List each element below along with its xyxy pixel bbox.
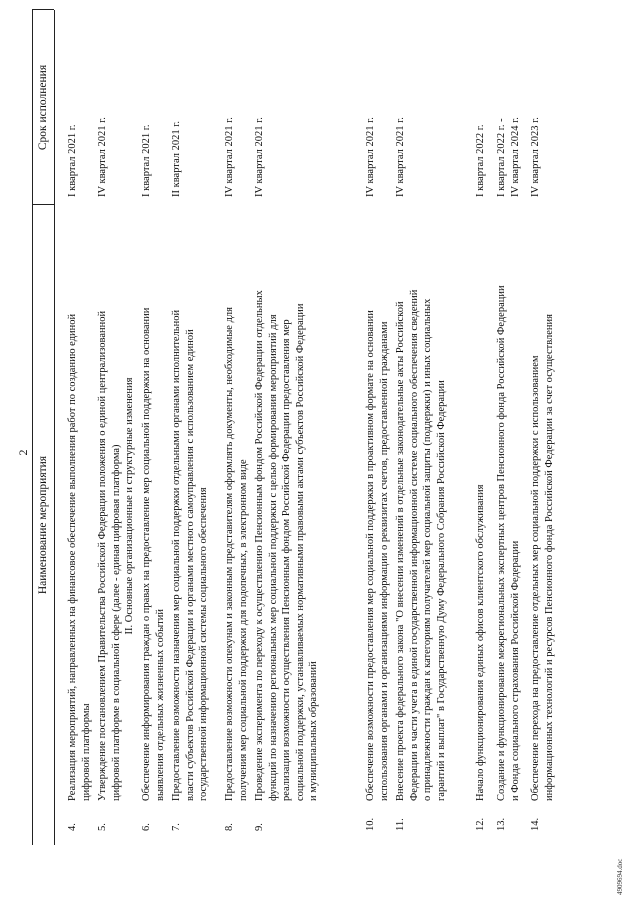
- measure-name-line: Внесение проекта федерального закона "О внесении изменений в отдельные законодательные акты Российской: [395, 301, 406, 801]
- measure-name-line: получения мер социальной поддержки для подопечных, в электронном виде: [237, 459, 249, 801]
- measure-name: [223, 211, 250, 801]
- deadline-line: IV квартал 2021 г.: [97, 117, 108, 197]
- measure-name-line: Федерации в части учета в единой государственной информационной системе социального обеспечения сведений: [408, 289, 420, 801]
- measure-name-line: цифровой платформы: [80, 703, 92, 801]
- measure-name-line: и Фонда социального страхования Российской Федерации: [509, 540, 521, 801]
- measure-name-line: Предоставление возможности опекунам и законным представителям оформлять документы, необходимые для: [224, 307, 235, 801]
- deadline: [253, 17, 267, 197]
- measure-name-line: реализации возможности осуществления Пенсионным фондом Российской Федерации предоставления мер: [281, 319, 292, 801]
- measure-name: [394, 211, 448, 801]
- deadline-line: IV квартал 2024 г.: [509, 117, 521, 197]
- deadline-line: I квартал 2021 г.: [67, 124, 78, 197]
- row-number: 4.: [67, 823, 78, 831]
- section-title: II. Основные организационные и структурные изменения: [124, 377, 135, 635]
- deadline: [140, 17, 154, 197]
- deadline-line: IV квартал 2023 г.: [530, 117, 541, 197]
- measure-name-line: информационных технологий и ресурсов Пенсионного фонда Российской Федерации за счет осуществления: [543, 313, 555, 801]
- measures-table: [32, 10, 602, 845]
- row-number: 11.: [395, 818, 406, 831]
- measure-name-line: гарантий и выплат" в Государственную Думу Федерального Собрания Российской Федерации: [435, 380, 447, 801]
- header-term: Срок исполнения: [37, 64, 49, 151]
- deadline-line: IV квартал 2021 г.: [224, 117, 235, 197]
- measure-name-line: цифровой платформе в социальной сфере (далее - единая цифровая платформа): [110, 444, 122, 801]
- measure-name-line: Создание и функционирование межрегиональных экспертных центров Пенсионного фонда Российской Федерации: [496, 285, 507, 801]
- measure-name: [474, 211, 488, 801]
- measure-name: [66, 211, 93, 801]
- row-number: 6.: [141, 823, 152, 831]
- deadline: [495, 17, 522, 197]
- deadline-line: IV квартал 2021 г.: [365, 117, 376, 197]
- deadline-line: IV квартал 2021 г.: [395, 117, 406, 197]
- row-number: 9.: [254, 823, 265, 831]
- footer-code: 4909694.doc: [616, 858, 624, 895]
- measure-name: [364, 211, 391, 801]
- deadline: [96, 17, 110, 197]
- measure-name-line: Начало функционирования единых офисов клиентского обслуживания: [475, 484, 486, 801]
- measure-name-line: о принадлежности граждан к категориям получателей мер социальной защиты (поддержки) и иных социальных: [422, 298, 433, 801]
- deadline-line: II квартал 2021 г.: [171, 120, 182, 197]
- measure-name-line: Проведение эксперимента по переходу к осуществлению Пенсионным фондом Российской Федерации отдельных: [254, 290, 265, 801]
- deadline-line: I квартал 2022 г. -: [496, 118, 507, 197]
- row-number: 7.: [171, 823, 182, 831]
- measure-name: [529, 211, 556, 801]
- measure-name-line: власти субъектов Российской Федерации и органами местного самоуправления с использованием единой: [184, 329, 196, 801]
- measure-name: [96, 211, 123, 801]
- measure-name-line: выявления отдельных жизненных событий: [154, 609, 166, 801]
- row-number: 5.: [97, 823, 108, 831]
- measure-name-line: Утверждение постановлением Правительства Российской Федерации положения о единой централизованной: [97, 310, 108, 801]
- deadline-line: I квартал 2022 г.: [475, 124, 486, 197]
- deadline-line: IV квартал 2021 г.: [254, 117, 265, 197]
- row-number: 10.: [365, 817, 376, 831]
- measure-name-line: государственной информационной системы социального обеспечения: [198, 487, 209, 801]
- deadline: [394, 17, 408, 197]
- deadline: [364, 17, 378, 197]
- measure-name-line: и муниципальных образований: [308, 661, 319, 801]
- measure-name: [140, 211, 167, 801]
- deadline: [170, 17, 184, 197]
- deadline: [223, 17, 237, 197]
- deadline: [474, 17, 488, 197]
- measure-name: [253, 211, 321, 801]
- measure-name-line: функций по назначению региональных мер социальной поддержки с целью формирования мероприятий для: [267, 314, 279, 801]
- page-number: 2: [16, 449, 30, 456]
- deadline: [66, 17, 80, 197]
- header-name: Наименование мероприятия: [37, 455, 49, 595]
- measure-name: [170, 211, 211, 801]
- header-bottom-border: [54, 10, 55, 845]
- measure-name-line: Предоставление возможности назначения мер социальной поддержки отдельными органами исполнительной: [171, 309, 182, 801]
- row-number: 13.: [496, 817, 507, 831]
- measure-name-line: социальной поддержки, устанавливаемых нормативными правовыми актами субъектов Российской Федерации: [294, 303, 306, 801]
- row-number: 8.: [224, 823, 235, 831]
- measure-name-line: Обеспечение возможности предоставления мер социальной поддержки в проактивном формате на основании: [365, 310, 376, 801]
- row-number: 14.: [530, 817, 541, 831]
- measure-name-line: использования органами и организациями информации о реквизитах счетов, предоставленной гражданами: [378, 321, 390, 801]
- measure-name-line: Обеспечение перехода на предоставление отдельных мер социальной поддержки с использованием: [530, 355, 541, 801]
- measure-name-line: Обеспечение информирования граждан о правах на предоставление мер социальной поддержки на основании: [141, 307, 152, 801]
- deadline-line: I квартал 2021 г.: [141, 124, 152, 197]
- deadline: [529, 17, 543, 197]
- row-number: 12.: [475, 817, 486, 831]
- measure-name: [495, 211, 522, 801]
- measure-name-line: Реализация мероприятий, направленных на финансовое обеспечение выполнения работ по созданию единой: [67, 313, 78, 801]
